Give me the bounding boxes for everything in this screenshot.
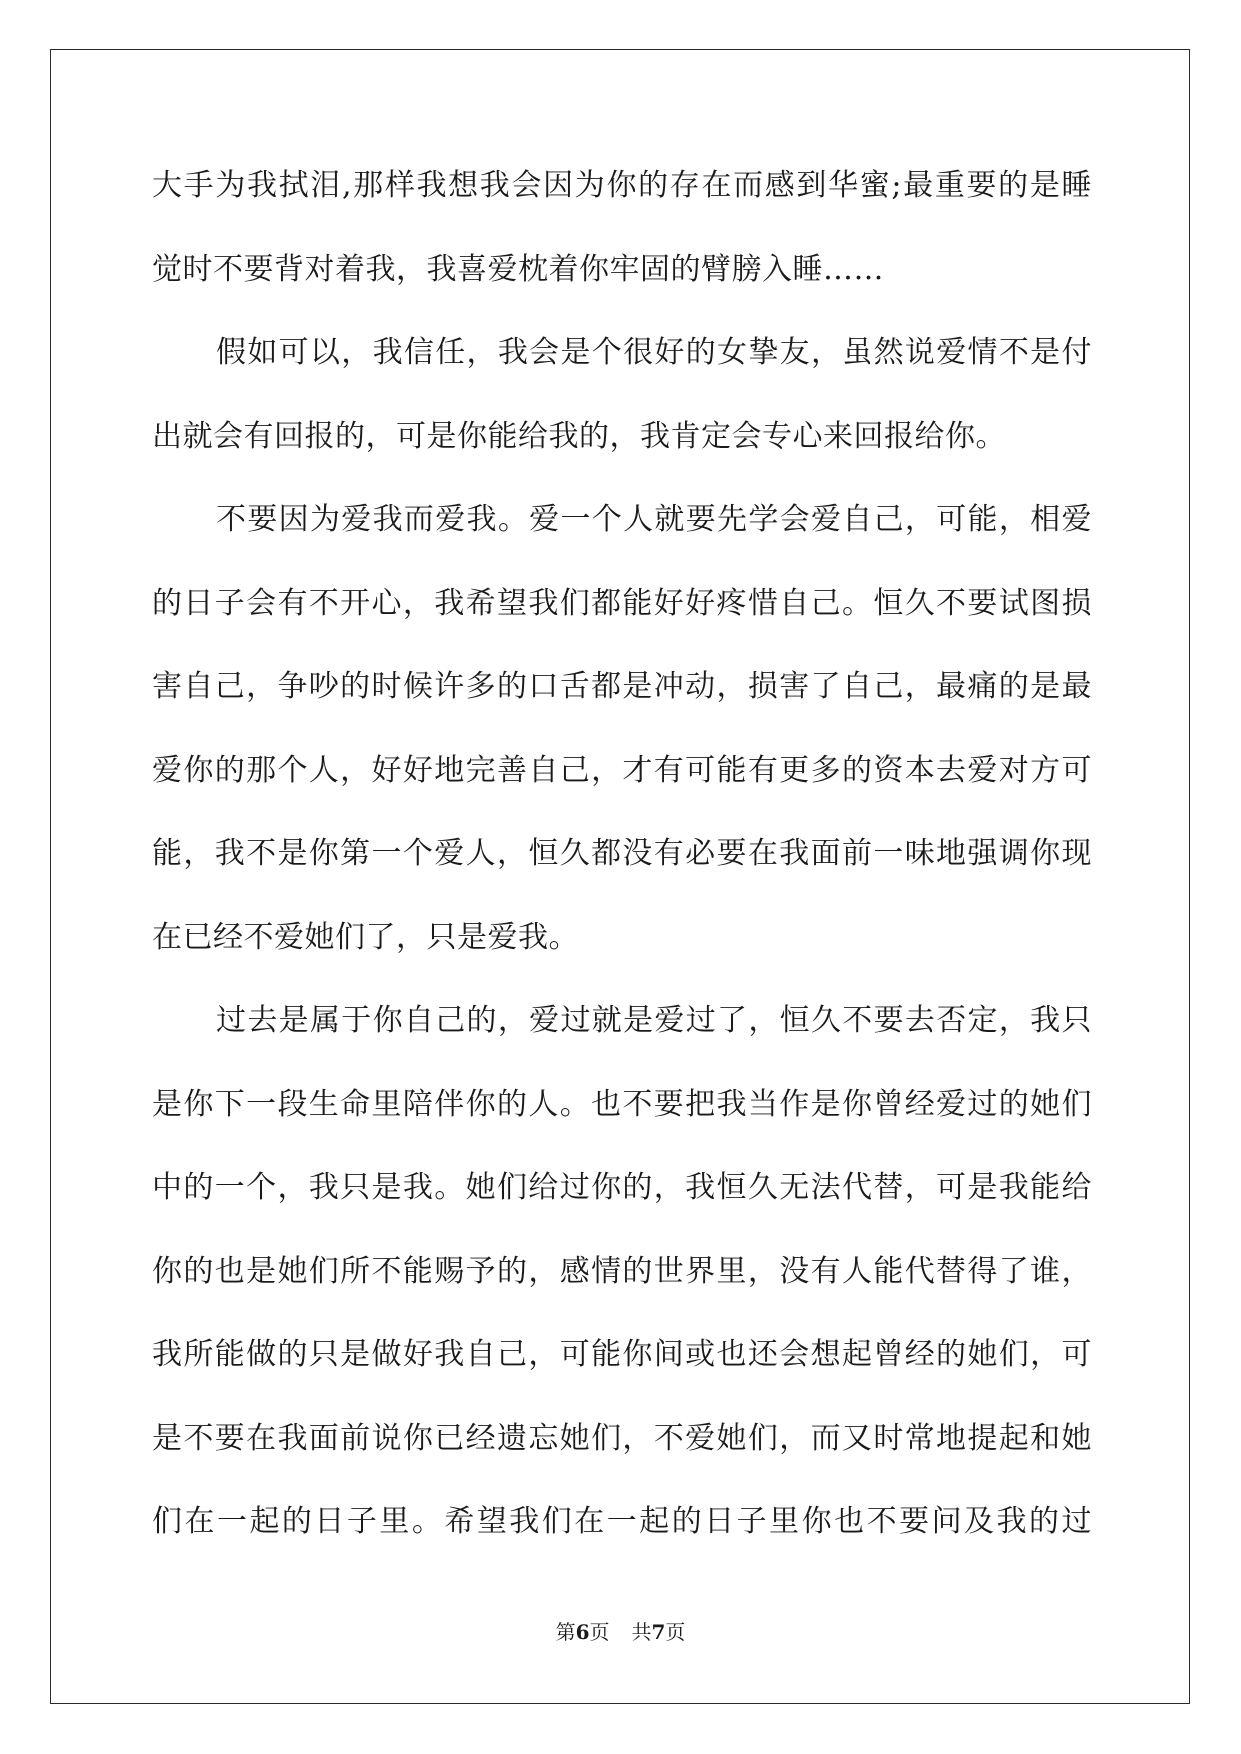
page-number: 6 (575, 1620, 590, 1644)
text-line: 我所能做的只是做好我自己，可能你间或也还会想起曾经的她们，可 (152, 1337, 1092, 1372)
text-line: 是你下一段生命里陪伴你的人。也不要把我当作是你曾经爱过的她们 (152, 1086, 1092, 1122)
page-suffix: 页 (589, 1620, 610, 1644)
page-footer (0, 1620, 1241, 1644)
text-line: 们在一起的日子里。希望我们在一起的日子里你也不要问及我的过 (152, 1504, 1092, 1539)
text-line: 害自己，争吵的时候许多的口舌都是冲动，损害了自己，最痛的是最 (152, 669, 1092, 704)
text-line: 的日子会有不开心，我希望我们都能好好疼惜自己。恒久不要试图损 (152, 585, 1092, 621)
text-line: 能，我不是你第一个爱人，恒久都没有必要在我面前一味地强调你现 (152, 836, 1092, 871)
total-prefix: 共 (631, 1620, 652, 1644)
text-line: 大手为我拭泪,那样我想我会因为你的存在而感到华蜜;最重要的是睡 (152, 168, 1092, 203)
text-line: 出就会有回报的，可是你能给我的，我肯定会专心来回报给你。 (152, 418, 1006, 454)
text-line: 假如可以，我信任，我会是个很好的女挚友，虽然说爱情不是付 (216, 335, 1092, 370)
text-line: 过去是属于你自己的，爱过就是爱过了，恒久不要去否定，我只 (216, 1003, 1092, 1038)
text-line: 是不要在我面前说你已经遗忘她们，不爱她们，而又时常地提起和她 (152, 1420, 1092, 1456)
text-line: 在已经不爱她们了，只是爱我。 (152, 919, 579, 955)
text-line: 觉时不要背对着我，我喜爱枕着你牢固的臂膀入睡…… (152, 251, 884, 287)
total-pages: 7 (651, 1620, 666, 1644)
text-line: 不要因为爱我而爱我。爱一个人就要先学会爱自己，可能，相爱 (216, 502, 1092, 537)
text-line: 中的一个，我只是我。她们给过你的，我恒久无法代替，可是我能给 (152, 1170, 1092, 1205)
total-suffix: 页 (665, 1620, 686, 1644)
text-line: 爱你的那个人，好好地完善自己，才有可能有更多的资本去爱对方可 (152, 752, 1092, 788)
document-body (152, 161, 1092, 1581)
text-line: 你的也是她们所不能赐予的，感情的世界里，没有人能代替得了谁， (152, 1253, 1092, 1289)
page-prefix: 第 (555, 1620, 576, 1644)
